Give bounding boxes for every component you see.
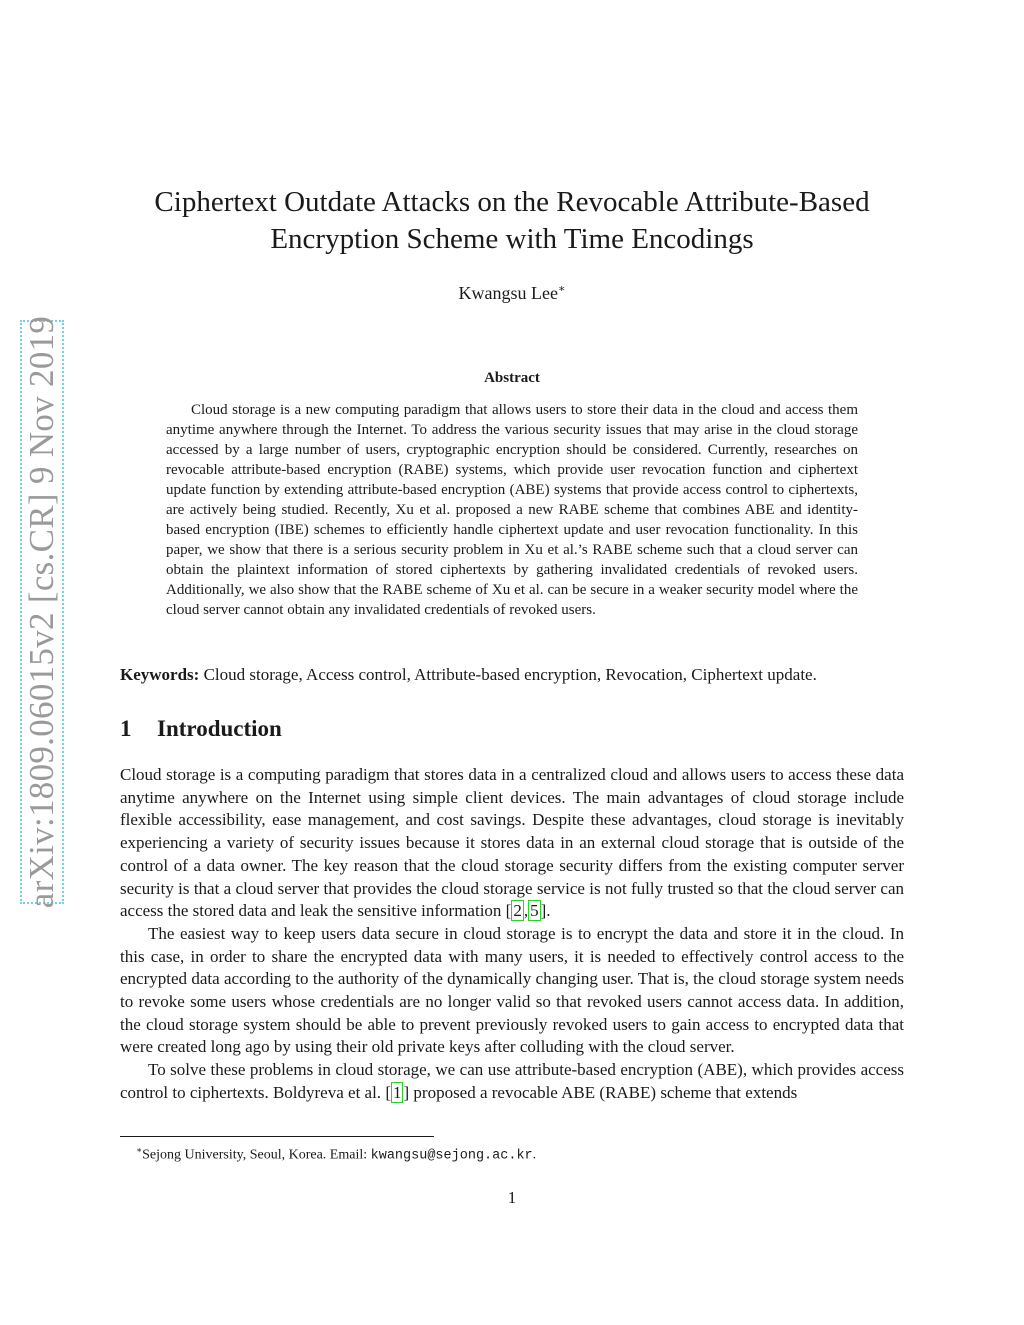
- keywords-text: Cloud storage, Access control, Attribute-based encryption, Revocation, Ciphertext update.: [203, 665, 817, 684]
- paragraph-1-text: Cloud storage is a computing paradigm that stores data in a centralized cloud and allows users to access these data anytime anywhere on the Internet using simple client devices. The main advantages of cloud storage include flexible accessibility, ease management, and cost savings. Despite these advantages, cloud storage is inevitably experiencing a variety of security issues because it stores data in an external cloud storage that is outside of the control of a data owner. The key reason that the cloud storage security differs from the existing computer server security is that a cloud server that provides the cloud storage service is not fully trusted so that the cloud server can access the stored data and leak the sensitive information: [120, 765, 904, 921]
- paragraph-3-end: proposed a revocable ABE (RABE) scheme that extends: [409, 1082, 798, 1102]
- citation-link-2[interactable]: 2: [513, 901, 522, 921]
- section-heading-introduction: [120, 716, 282, 742]
- author-line: [120, 282, 904, 304]
- section-title: Introduction: [157, 716, 282, 741]
- paragraph-2: The easiest way to keep users data secure in cloud storage is to encrypt the data and store it in the cloud. In this case, in order to share the encrypted data with many users, it is needed to effectively control access to the encrypted data according to the authority of the dynamically changing user. That is, the cloud storage system needs to revoke some users whose credentials are no longer valid so that revoked users cannot access data. In addition, the cloud storage system should be able to prevent previously revoked users to gain access to encrypted data that were created long ago by using their old private keys after colluding with the cloud server.: [120, 923, 904, 1057]
- paragraph-3: [120, 1059, 904, 1104]
- page-number: 1: [507, 1188, 517, 1207]
- footnote-mark: ∗: [136, 1145, 143, 1155]
- keywords-label: Keywords:: [120, 665, 200, 684]
- footnote-email[interactable]: kwangsu@sejong.ac.kr: [370, 1148, 533, 1164]
- citation-close: ].: [540, 901, 551, 921]
- citation-open: [: [505, 901, 512, 921]
- abstract-heading: Abstract: [484, 370, 540, 386]
- paragraph-3-text: To solve these problems in cloud storage, we can use attribute-based encryption (ABE), which provides access control to ciphertexts. Boldyreva et al.: [120, 1060, 904, 1102]
- footnote-end: .: [532, 1147, 537, 1163]
- footnote: [120, 1141, 904, 1166]
- section-number: 1: [120, 716, 132, 741]
- citation-separator: ,: [523, 901, 529, 921]
- abstract-text: Cloud storage is a new computing paradigm that allows users to store their data in the cloud and access them anytime anywhere through the Internet. To address the various security issues that may arise in the cloud storage accessed by a large number of users, cryptographic encryption should be considered. Currently, researches on revocable attribute-based encryption (RABE) systems, which provide user revocation function and ciphertext update function by extending attribute-based encryption (ABE) systems that provide access control to ciphertexts, are actively being studied. Recently, Xu et al. proposed a new RABE scheme that combines ABE and identity-based encryption (IBE) schemes to efficiently handle ciphertext update and user revocation functionality. In this paper, we show that there is a serious security problem in Xu et al.’s RABE scheme such that a cloud server can obtain the plaintext information of stored ciphertexts by gathering invalidated credentials of revoked users. Additionally, we also show that the RABE scheme of Xu et al. can be secure in a weaker security model where the cloud server cannot obtain any invalidated credentials of revoked users.: [166, 402, 858, 618]
- arxiv-stamp[interactable]: arXiv:1809.06015v2 [cs.CR] 9 Nov 2019: [22, 315, 61, 909]
- keywords-line: [120, 663, 904, 687]
- author-name: Kwangsu Lee: [458, 283, 558, 303]
- footnote-divider: [120, 1136, 434, 1137]
- footnote-text: Sejong University, Seoul, Korea. Email:: [142, 1147, 371, 1163]
- citation-close: ]: [403, 1082, 410, 1102]
- citation-open: [: [385, 1082, 391, 1102]
- paragraph-1: [120, 764, 904, 923]
- paper-title: Ciphertext Outdate Attacks on the Revocable Attribute-Based Encryption Scheme with Time Encodings: [154, 186, 870, 255]
- citation-link-1[interactable]: 1: [392, 1082, 402, 1102]
- introduction-body: [120, 764, 904, 1105]
- author-footnote-mark[interactable]: ∗: [557, 283, 566, 295]
- citation-link-5[interactable]: 5: [530, 901, 539, 921]
